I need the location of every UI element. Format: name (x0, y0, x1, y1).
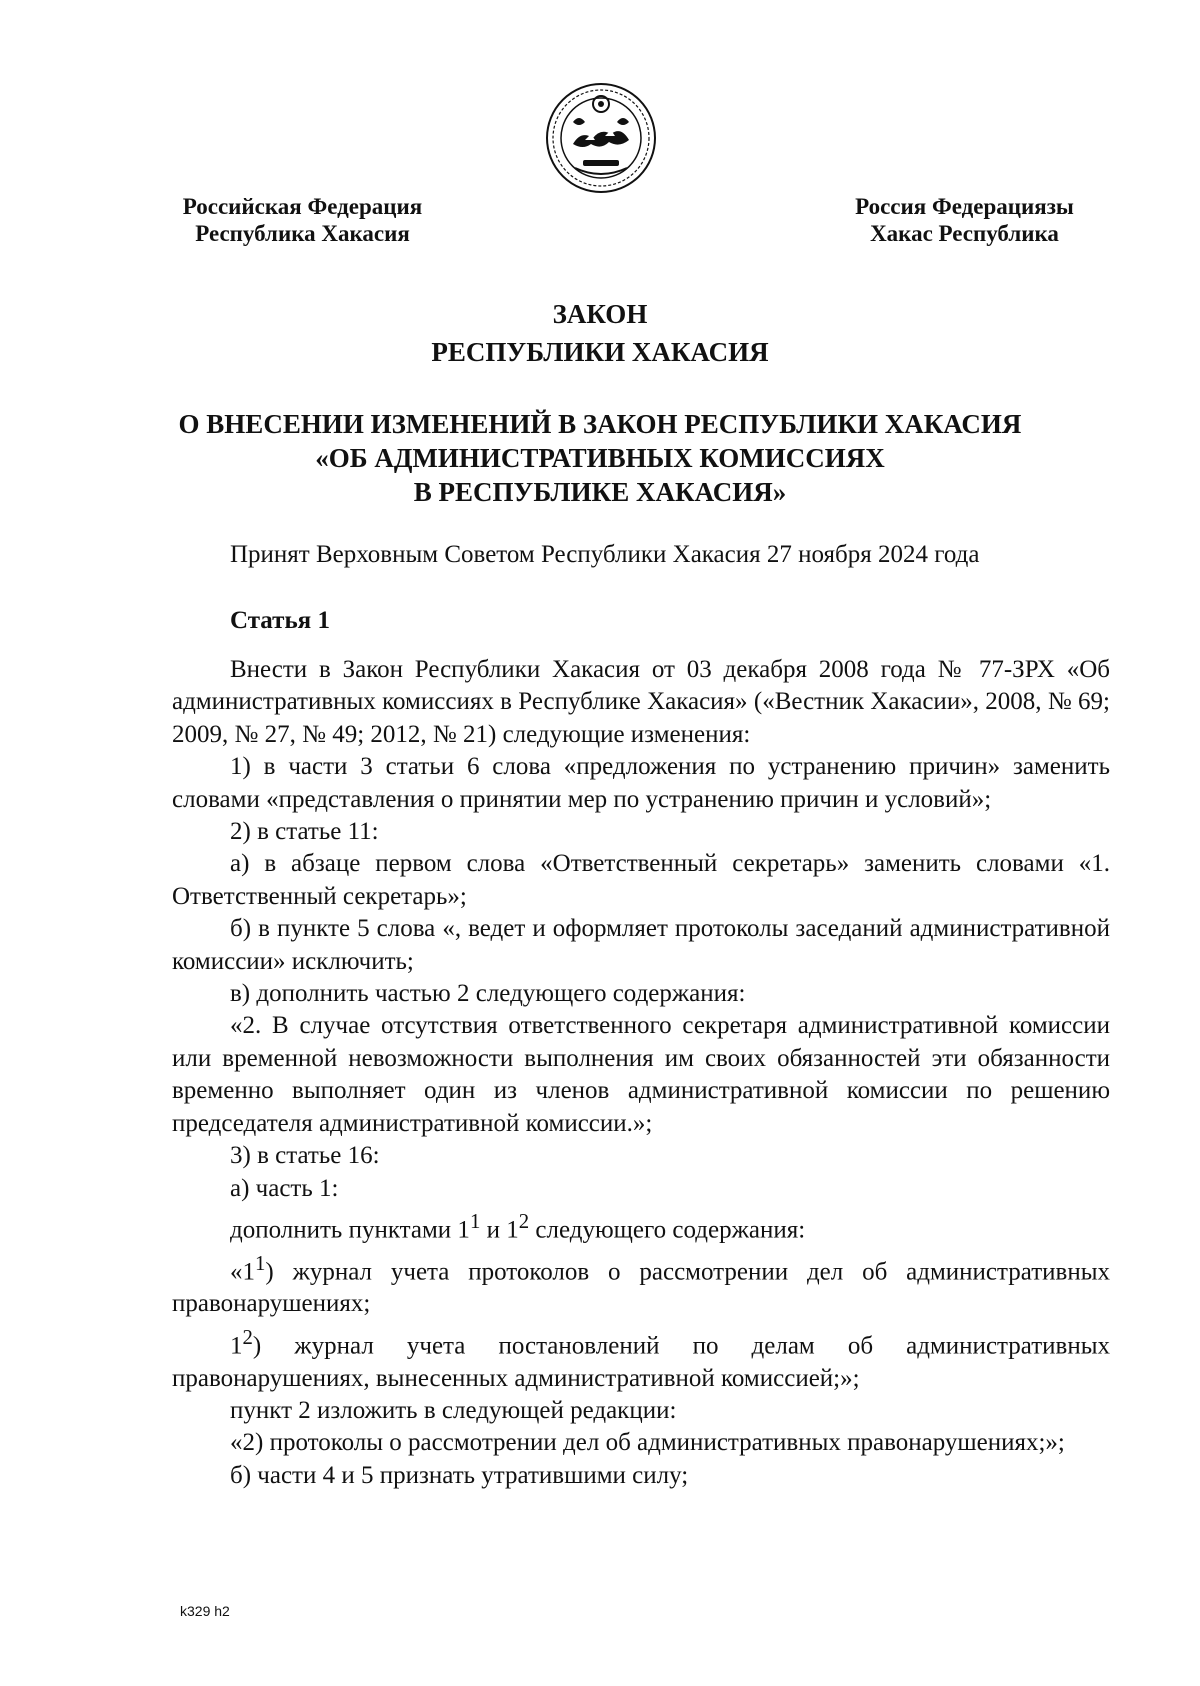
paragraph-with-superscripts: $1^2$) журнал учета постановлений по делам об административных правонарушениях, вынесенных административной комиссией;»; (172, 1324, 1110, 1392)
paragraph: пункт 2 изложить в следующей редакции: (230, 1396, 677, 1424)
paragraph: Внести в Закон Республики Хакасия от 03 декабря 2008 года № 77-ЗРХ «Об административных комиссиях в Республике Хакасия» («Вестник Хакасии», 2008, № 69; 2009, № 27, № 49; 2012, № 21) следующие изменения: (172, 656, 1110, 748)
paragraph: «2) протоколы о рассмотрении дел об административных правонарушениях;»; (230, 1429, 1065, 1457)
paragraph: б) части 4 и 5 признать утратившими силу; (230, 1461, 689, 1489)
header-right-line-1: Россия Федерациязы (855, 194, 1074, 219)
adoption-note: Принят Верховным Советом Республики Хакасия 27 ноября 2024 года (230, 541, 980, 568)
subject-line-3: В РЕСПУБЛИКЕ ХАКАСИЯ» (413, 477, 787, 507)
header-right (832, 193, 1097, 247)
coat-of-arms-icon (545, 82, 657, 194)
document-issuer-title: РЕСПУБЛИКИ ХАКАСИЯ (431, 337, 769, 367)
law-subject-heading (150, 407, 1050, 509)
document-type-title: ЗАКОН (552, 299, 648, 329)
article-body (172, 654, 1110, 1492)
paragraph: а) в абзаце первом слова «Ответственный секретарь» заменить словами «1. Ответственный секретарь»; (172, 850, 1110, 910)
paragraph-with-superscripts: «$1^1$) журнал учета протоколов о рассмотрении дел об административных правонарушениях; (172, 1250, 1110, 1318)
paragraph: б) в пункте 5 слова «, ведет и оформляет протоколы заседаний административной комиссии» исключить; (172, 915, 1110, 975)
footer-code: k329 h2 (180, 1603, 230, 1619)
paragraph: «2. В случае отсутствия ответственного секретаря административной комиссии или временной невозможности выполнения им своих обязанностей эти обязанности временно выполняет один из членов административной комиссии по решению председателя административной комиссии.»; (172, 1012, 1110, 1137)
paragraph: в) дополнить частью 2 следующего содержания: (230, 980, 746, 1008)
header-right-line-2: Хакас Республика (870, 221, 1059, 246)
paragraph: а) часть 1: (230, 1174, 339, 1202)
article-title: Статья 1 (230, 607, 330, 634)
header-left-line-2: Республика Хакасия (195, 221, 410, 246)
header-left-line-1: Российская Федерация (182, 194, 423, 219)
paragraph: 2) в статье 11: (230, 818, 379, 846)
subject-line-1: О ВНЕСЕНИИ ИЗМЕНЕНИЙ В ЗАКОН РЕСПУБЛИКИ ХАКАСИЯ (178, 409, 1022, 439)
subject-line-2: «ОБ АДМИНИСТРАТИВНЫХ КОМИССИЯХ (315, 443, 885, 473)
paragraph: 1) в части 3 статьи 6 слова «предложения по устранению причин» заменить словами «представления о принятии мер по устранению причин и условий»; (172, 753, 1110, 813)
header-left (170, 193, 435, 247)
paragraph-with-superscripts: дополнить пунктами $1^1$ и $1^2$ следующего содержания: (230, 1208, 806, 1244)
paragraph: 3) в статье 16: (230, 1142, 380, 1170)
